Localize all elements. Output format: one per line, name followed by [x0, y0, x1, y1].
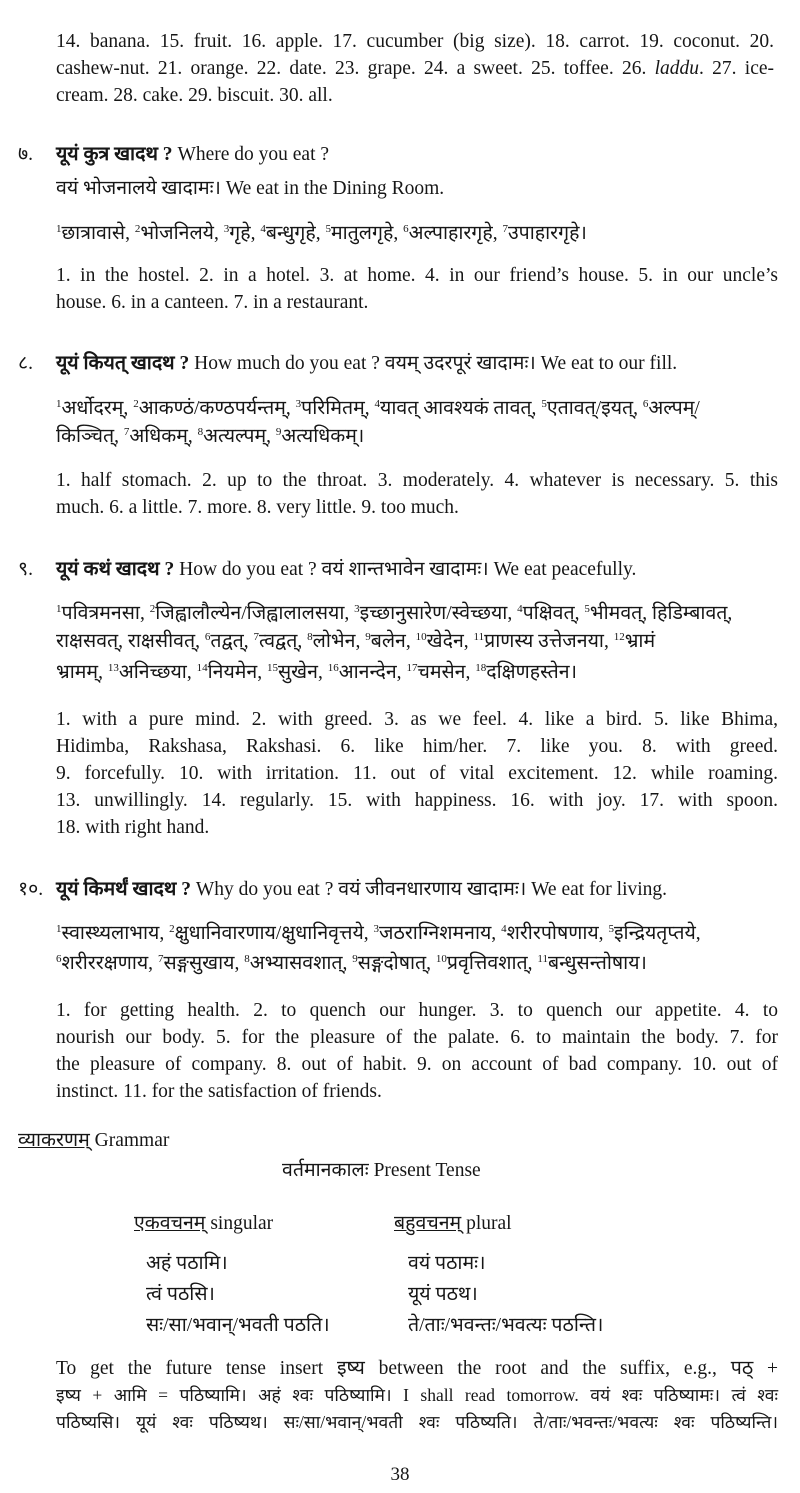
intro-line: cream. 28. cake. 29. biscuit. 30. all.	[56, 85, 333, 106]
option-word: पवित्रमनसा,	[61, 603, 150, 624]
option-word: अत्यधिकम्।	[281, 426, 365, 447]
section-8-number: ८.	[18, 353, 34, 374]
option-word: अनिच्छया,	[118, 662, 197, 683]
option-word: क्षुधानिवारणाय/क्षुधानिवृत्तये,	[174, 923, 374, 944]
option-number: 9	[365, 631, 371, 643]
plural-first-person: वयं पठामः।	[408, 1253, 486, 1274]
s7-translation-line: house. 6. in a canteen. 7. in a restaurant.	[56, 292, 369, 313]
option-number: 3	[223, 223, 230, 235]
option-number: 7	[502, 223, 508, 235]
option-word: इच्छानुसारेण/स्वेच्छया,	[359, 603, 518, 624]
option-word: भोजनिलये,	[140, 223, 224, 244]
option-word: प्रवृत्तिवशात्,	[446, 953, 538, 974]
option-number: 16	[327, 662, 339, 674]
option-number: 8	[197, 426, 204, 438]
option-word: अल्पाहारगृहे,	[408, 223, 503, 244]
option-number: 2	[149, 603, 156, 615]
option-word: स्वास्थ्यलाभाय,	[61, 923, 170, 944]
option-number: 6	[204, 631, 211, 643]
s10-translation-line: 1. for getting health. 2. to quench our hunger. 3. to quench our appetite. 4. to	[56, 1000, 778, 1021]
option-number: 1	[56, 603, 62, 615]
option-word: चमसेन,	[417, 662, 476, 683]
option-number: 7	[157, 953, 164, 965]
option-word: इन्द्रियतृप्तये,	[613, 923, 701, 944]
option-number: 1	[56, 398, 62, 410]
s7-answer: वयं भोजनालये खादामः। We eat in the Dining Room.	[56, 178, 445, 199]
option-number: 18	[475, 662, 487, 674]
option-word: गृहे,	[229, 223, 261, 244]
page-number: 38	[390, 1464, 410, 1485]
option-word: खेदेन,	[426, 631, 474, 652]
option-number: 11	[537, 953, 548, 965]
s10-question: यूयं किमर्थं खादथ ? Why do you eat ? वयं जीवनधारणाय खादामः। We eat for living.	[56, 879, 668, 900]
option-number: 6	[403, 223, 409, 235]
option-word: सङ्गसुखाय,	[163, 953, 245, 974]
s10-translation-line: the pleasure of company. 8. out of habit. 9. on account of bad company. 10. out of	[56, 1054, 778, 1075]
future-tense-line: इष्य + आमि = पठिष्यामि। अहं श्वः पठिष्यामि। I shall read tomorrow. वयं श्वः पठिष्यामः। त्वं श्वः	[56, 1385, 778, 1405]
s9-options-line	[56, 600, 732, 627]
option-number: 6	[56, 953, 62, 965]
option-number: 2	[134, 223, 141, 235]
option-number: 3	[354, 603, 360, 615]
option-word: सङ्गदोषात्,	[357, 953, 436, 974]
s9-translation-line: 18. with right hand.	[56, 817, 210, 838]
option-word: लोभेन,	[312, 631, 366, 652]
option-word: मातुलगृहे,	[330, 223, 404, 244]
option-number: 3	[373, 923, 380, 935]
singular-column-header: एकवचनम् singular	[134, 1213, 274, 1234]
option-number: 13	[107, 662, 119, 674]
s8-translation-line: much. 6. a little. 7. more. 8. very little. 9. too much.	[56, 497, 459, 518]
s9-translation-line: Hidimba, Rakshasa, Rakshasi. 6. like him/her. 7. like you. 8. with greed.	[56, 736, 778, 757]
option-number: 4	[374, 398, 381, 410]
section-7-number: ७.	[18, 144, 34, 165]
section-10-number: १०.	[18, 879, 44, 900]
option-word: यावत् आवश्यकं तावत्,	[380, 398, 542, 419]
option-word: छात्रावासे,	[61, 223, 135, 244]
singular-third-person: सः/सा/भवान्/भवती पठति।	[146, 1315, 330, 1336]
s7-options	[56, 220, 587, 247]
future-tense-line: पठिष्यसि। यूयं श्वः पठिष्यथ। सः/सा/भवान्/भवती श्वः पठिष्यति। ते/ताः/भवन्तः/भवत्यः श्वः पठिष्यन्ति।	[56, 1412, 778, 1432]
option-number: 4	[517, 603, 523, 615]
option-number: 17	[406, 662, 418, 674]
option-word: बन्धुसन्तोषाय।	[548, 953, 647, 974]
option-number: 4	[501, 923, 507, 935]
option-number: 1	[56, 223, 62, 235]
s10-translation-line: nourish our body. 5. for the pleasure of the palate. 6. to maintain the body. 7. for	[56, 1027, 778, 1048]
option-word: भीमवत्, हिडिम्बावत्,	[589, 603, 733, 624]
option-word: त्वद्वत्,	[259, 631, 308, 652]
option-number: 9	[275, 426, 282, 438]
option-word: नियमेन,	[207, 662, 267, 683]
plural-third-person: ते/ताः/भवन्तः/भवत्यः पठन्ति।	[408, 1315, 604, 1336]
s10-options-line	[56, 920, 701, 947]
present-tense-heading: वर्तमानकालः Present Tense	[282, 1160, 481, 1181]
option-word: बलेन,	[370, 631, 416, 652]
s8-options-line	[56, 423, 364, 450]
option-number: 5	[584, 603, 590, 615]
s7-question: यूयं कुत्र खादथ ? Where do you eat ?	[56, 144, 330, 165]
option-word: प्राणस्य उत्तेजनया,	[484, 631, 614, 652]
option-number: 12	[613, 631, 625, 643]
option-number: 2	[133, 398, 139, 410]
option-number: 15	[267, 662, 278, 674]
option-word: सुखेन,	[278, 662, 328, 683]
grammar-heading: व्याकरणम् Grammar	[18, 1130, 170, 1151]
plural-second-person: यूयं पठथ।	[408, 1284, 478, 1305]
option-word: राक्षसवत्, राक्षसीवत्,	[56, 631, 205, 652]
s9-question: यूयं कथं खादथ ? How do you eat ? वयं शान्तभावेन खादामः। We eat peacefully.	[56, 559, 637, 580]
option-word: आकण्ठं/कण्ठपर्यन्तम्,	[138, 398, 296, 419]
s10-translation-line: instinct. 11. for the satisfaction of friends.	[56, 1081, 382, 1102]
option-number: 5	[541, 398, 547, 410]
intro-line: 14. banana. 15. fruit. 16. apple. 17. cucumber (big size). 18. carrot. 19. coconut. 20.	[56, 31, 774, 52]
option-word: जिह्वालौल्येन/जिह्वालालसया,	[155, 603, 355, 624]
option-number: 8	[307, 631, 313, 643]
option-word: तद्वत्,	[210, 631, 254, 652]
s9-translation-line: 13. unwillingly. 14. regularly. 15. with happiness. 16. with joy. 17. with spoon.	[56, 790, 778, 811]
option-number: 3	[295, 398, 302, 410]
option-number: 11	[473, 631, 485, 643]
option-number: 6	[642, 398, 649, 410]
option-word: अर्धोदरम्,	[61, 398, 134, 419]
option-number: 7	[253, 631, 260, 643]
option-word: जठराग्निशमनाय,	[379, 923, 502, 944]
option-number: 8	[244, 953, 250, 965]
option-number: 1	[56, 923, 62, 935]
option-number: 14	[196, 662, 208, 674]
option-word: अधिकम्,	[129, 426, 198, 447]
option-word: अल्पम्/	[648, 398, 700, 419]
option-word: किञ्चित्,	[56, 426, 124, 447]
s9-translation-line: 1. with a pure mind. 2. with greed. 3. as we feel. 4. like a bird. 5. like Bhima,	[56, 709, 778, 730]
singular-first-person: अहं पठामि।	[146, 1253, 228, 1274]
option-word: भ्रामम्,	[56, 662, 108, 683]
singular-second-person: त्वं पठसि।	[146, 1284, 215, 1305]
s8-options-line	[56, 395, 700, 422]
option-number: 5	[325, 223, 331, 235]
option-word: उपाहारगृहे।	[507, 223, 587, 244]
option-word: शरीरपोषणाय,	[506, 923, 609, 944]
option-word: भ्रामं	[624, 631, 656, 652]
option-number: 4	[260, 223, 266, 235]
plural-column-header: बहुवचनम् plural	[394, 1213, 512, 1234]
option-word: पक्षिवत्,	[522, 603, 585, 624]
option-number: 5	[608, 923, 614, 935]
intro-line: cashew-nut. 21. orange. 22. date. 23. grape. 24. a sweet. 25. toffee. 26. laddu. 27. ice-	[56, 58, 774, 79]
s9-translation-line: 9. forcefully. 10. with irritation. 11. out of vital excitement. 12. while roaming.	[56, 763, 778, 784]
option-word: अत्यल्पम्,	[203, 426, 276, 447]
s7-translation-line: 1. in the hostel. 2. in a hotel. 3. at home. 4. in our friend’s house. 5. in our uncle’s	[56, 265, 778, 286]
option-word: आनन्देन,	[338, 662, 407, 683]
option-word: अभ्यासवशात्,	[249, 953, 353, 974]
option-word: एतावत्/इयत्,	[546, 398, 643, 419]
option-number: 10	[435, 953, 447, 965]
laddu-word: laddu	[654, 58, 700, 79]
s9-options-line	[56, 628, 655, 655]
option-number: 2	[169, 923, 175, 935]
option-word: बन्धुगृहे,	[265, 223, 326, 244]
s9-options-line	[56, 659, 577, 686]
option-word: परिमितम्,	[301, 398, 375, 419]
section-9-number: ९.	[18, 559, 34, 580]
option-word: शरीररक्षणाय,	[61, 953, 158, 974]
option-number: 10	[415, 631, 427, 643]
future-tense-line: To get the future tense insert इष्य between the root and the suffix, e.g., पठ् +	[56, 1358, 778, 1379]
s10-options-line	[56, 950, 647, 977]
option-number: 7	[123, 426, 130, 438]
option-word: दक्षिणहस्तेन।	[486, 662, 578, 683]
s8-question: यूयं कियत् खादथ ? How much do you eat ? वयम् उदरपूरं खादामः। We eat to our fill.	[56, 353, 678, 374]
s8-translation-line: 1. half stomach. 2. up to the throat. 3. moderately. 4. whatever is necessary. 5. this	[56, 470, 778, 491]
option-number: 9	[352, 953, 358, 965]
